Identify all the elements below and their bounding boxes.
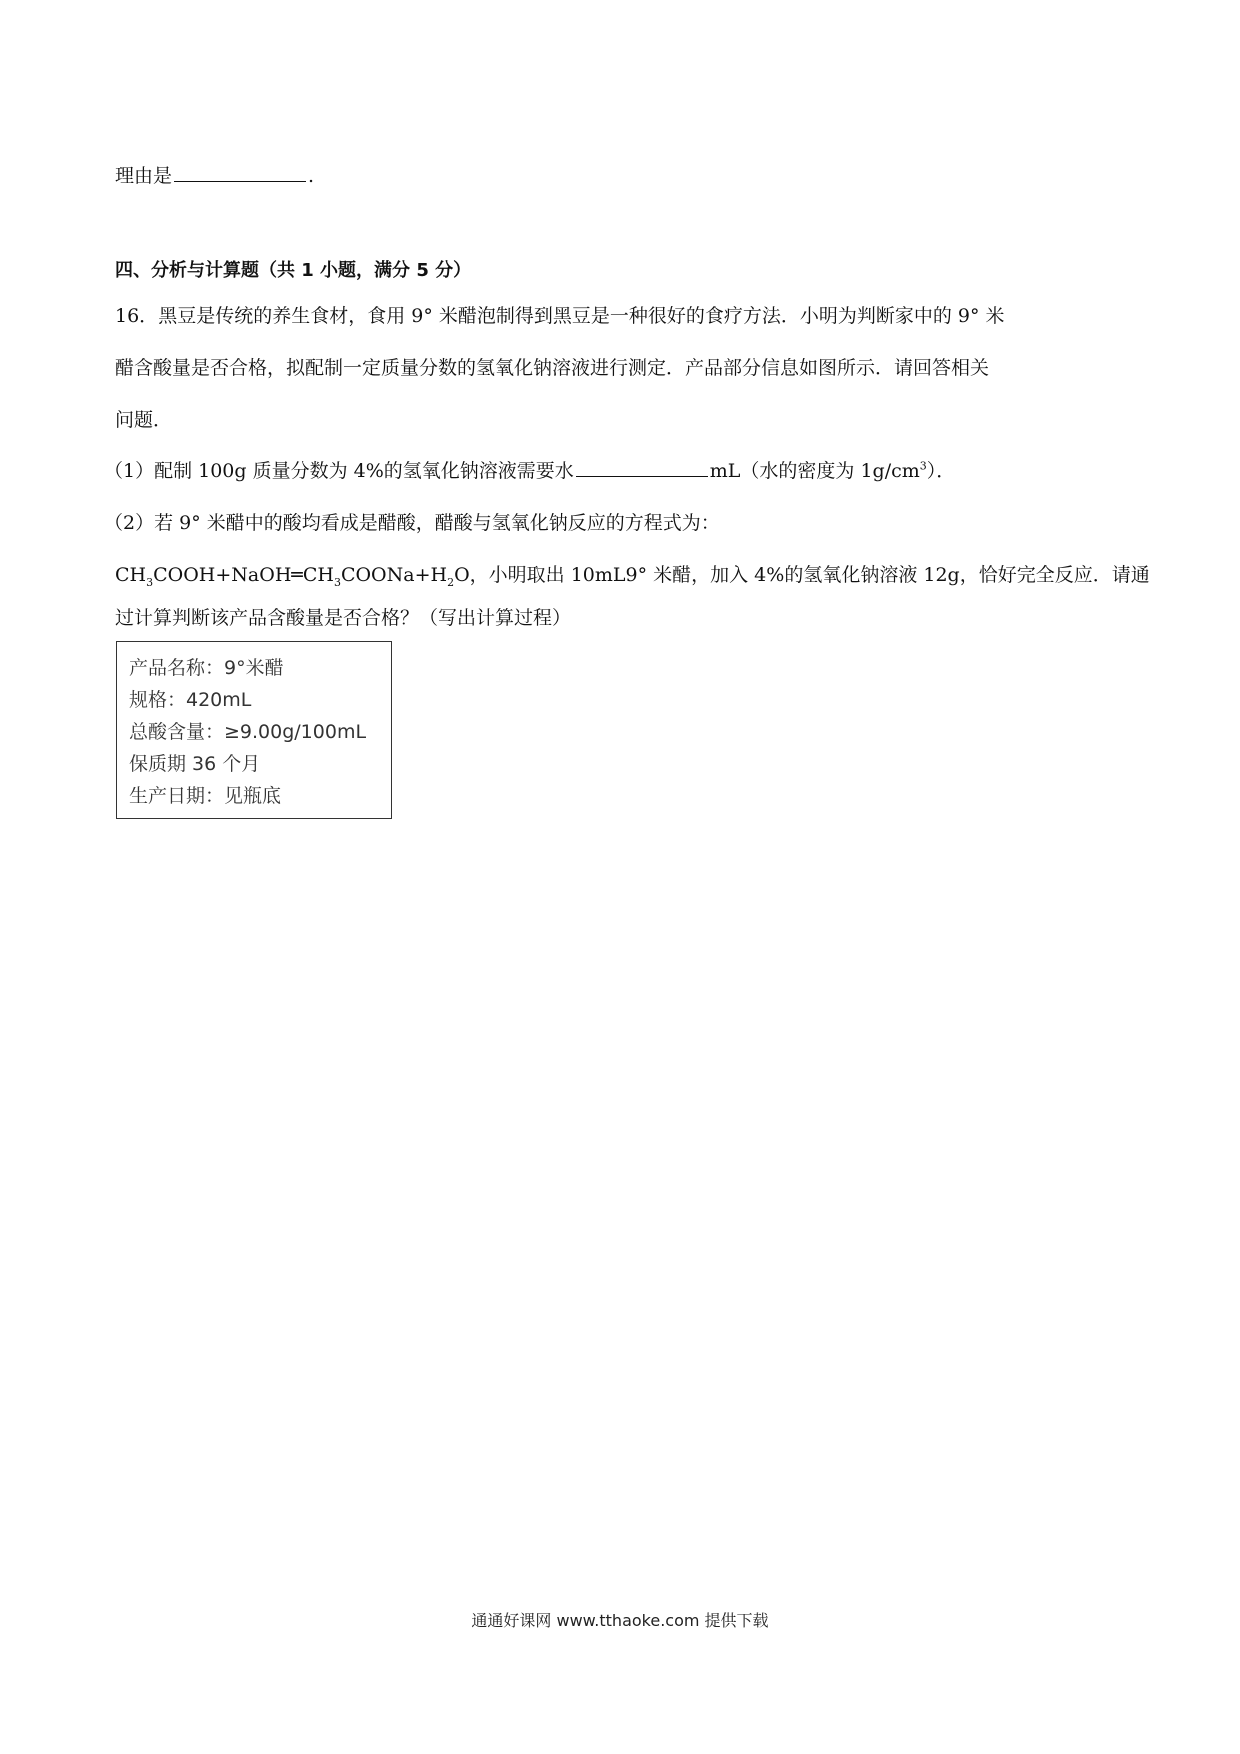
info-shelf-life: 保质期 36 个月 <box>129 753 261 775</box>
footer-text: 通通好课网 www.tthaoke.com 提供下载 <box>471 1611 769 1630</box>
info-total-acid: 总酸含量：≥9.00g/100mL <box>129 721 367 743</box>
info-product-name: 产品名称：9°米醋 <box>129 657 284 679</box>
section-heading: 四、分析与计算题（共 1 小题，满分 5 分） <box>115 260 472 281</box>
info-spec: 规格：420mL <box>129 689 252 711</box>
question-number: 16． <box>115 305 159 327</box>
part-1 <box>104 458 955 484</box>
part-1-prefix: （1）配制 100g 质量分数为 4%的氢氧化钠溶液需要水 <box>104 460 574 482</box>
question-16-line-1 <box>115 303 1005 329</box>
reason-suffix: . <box>308 165 315 187</box>
eq-c-sub: 2 <box>447 575 455 589</box>
answer-blank-water[interactable] <box>576 458 708 477</box>
eq-d: O，小明取出 10mL9° 米醋，加入 4%的氢氧化钠溶液 12g，恰好完全反应．请通 <box>454 564 1150 586</box>
question-16-line-2: 醋含酸量是否合格，拟配制一定质量分数的氢氧化钠溶液进行测定．产品部分信息如图所示．请回答相关 <box>115 357 990 379</box>
part-2-equation-line <box>115 562 1150 588</box>
question-16-line-3: 问题． <box>115 409 173 431</box>
info-production-date: 生产日期：见瓶底 <box>129 785 282 807</box>
part-2-line-1: （2）若 9° 米醋中的酸均看成是醋酸，醋酸与氢氧化钠反应的方程式为： <box>104 512 720 534</box>
eq-a-sub: 3 <box>146 575 154 589</box>
part-1-unit: mL（水的密度为 1g/cm <box>709 460 920 482</box>
part-2-line-3: 过计算判断该产品含酸量是否合格？（写出计算过程） <box>115 607 572 629</box>
eq-c: COONa+H <box>340 564 448 586</box>
part-1-sup: 3 <box>919 459 927 473</box>
reason-prefix: 理由是 <box>115 165 173 187</box>
eq-a: CH <box>115 564 147 586</box>
part-1-end: ）． <box>926 460 956 482</box>
eq-b-sub: 3 <box>333 575 341 589</box>
reason-line <box>115 163 314 189</box>
question-stem-1: 黑豆是传统的养生食材，食用 9° 米醋泡制得到黑豆是一种很好的食疗方法．小明为判断家中的 9° 米 <box>158 305 1005 327</box>
eq-b: COOH+NaOH═CH <box>153 564 334 586</box>
answer-blank-reason[interactable] <box>174 163 306 182</box>
product-info-box <box>116 641 392 819</box>
